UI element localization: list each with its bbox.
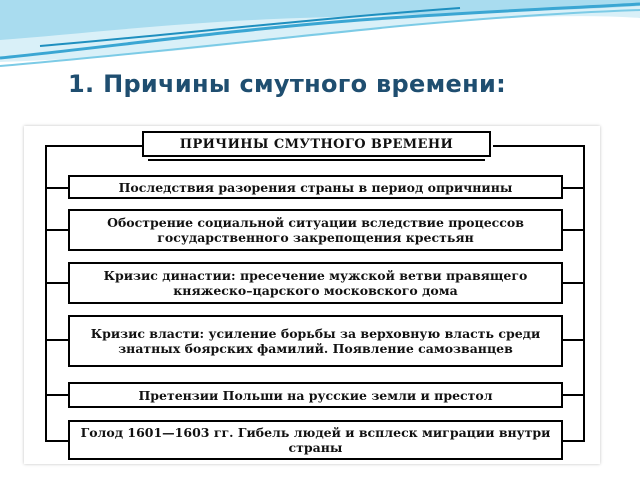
connector-stub: [45, 229, 68, 231]
connector-stub: [563, 440, 585, 442]
diagram-header: ПРИЧИНЫ СМУТНОГО ВРЕМЕНИ: [142, 131, 491, 157]
connector-stub: [563, 394, 585, 396]
connector-stub: [563, 187, 585, 189]
connector-stub: [45, 282, 68, 284]
connector-line-top-left: [45, 145, 142, 147]
connector-line-top-right: [493, 145, 585, 147]
connector-stub: [563, 282, 585, 284]
connector-line-left: [45, 145, 47, 442]
cause-box: Последствия разорения страны в период опричнины: [68, 175, 563, 199]
connector-stub: [45, 339, 68, 341]
connector-line-right: [583, 145, 585, 442]
cause-box: Обострение социальной ситуации вследствие процессов государственного закрепощения крестьян: [68, 209, 563, 251]
cause-box: Кризис династии: пресечение мужской ветви правящего княжеско–царского московского дома: [68, 262, 563, 304]
cause-box: Претензии Польши на русские земли и престол: [68, 382, 563, 408]
connector-stub: [563, 229, 585, 231]
connector-stub: [563, 339, 585, 341]
slide-title: 1. Причины смутного времени:: [68, 70, 506, 98]
cause-box: Кризис власти: усиление борьбы за верховную власть среди знатных боярских фамилий. Появление самозванцев: [68, 315, 563, 367]
connector-stub: [45, 187, 68, 189]
connector-stub: [45, 440, 68, 442]
connector-stub: [45, 394, 68, 396]
cause-box: Голод 1601—1603 гг. Гибель людей и всплеск миграции внутри страны: [68, 420, 563, 460]
decorative-swoosh: [0, 0, 640, 80]
